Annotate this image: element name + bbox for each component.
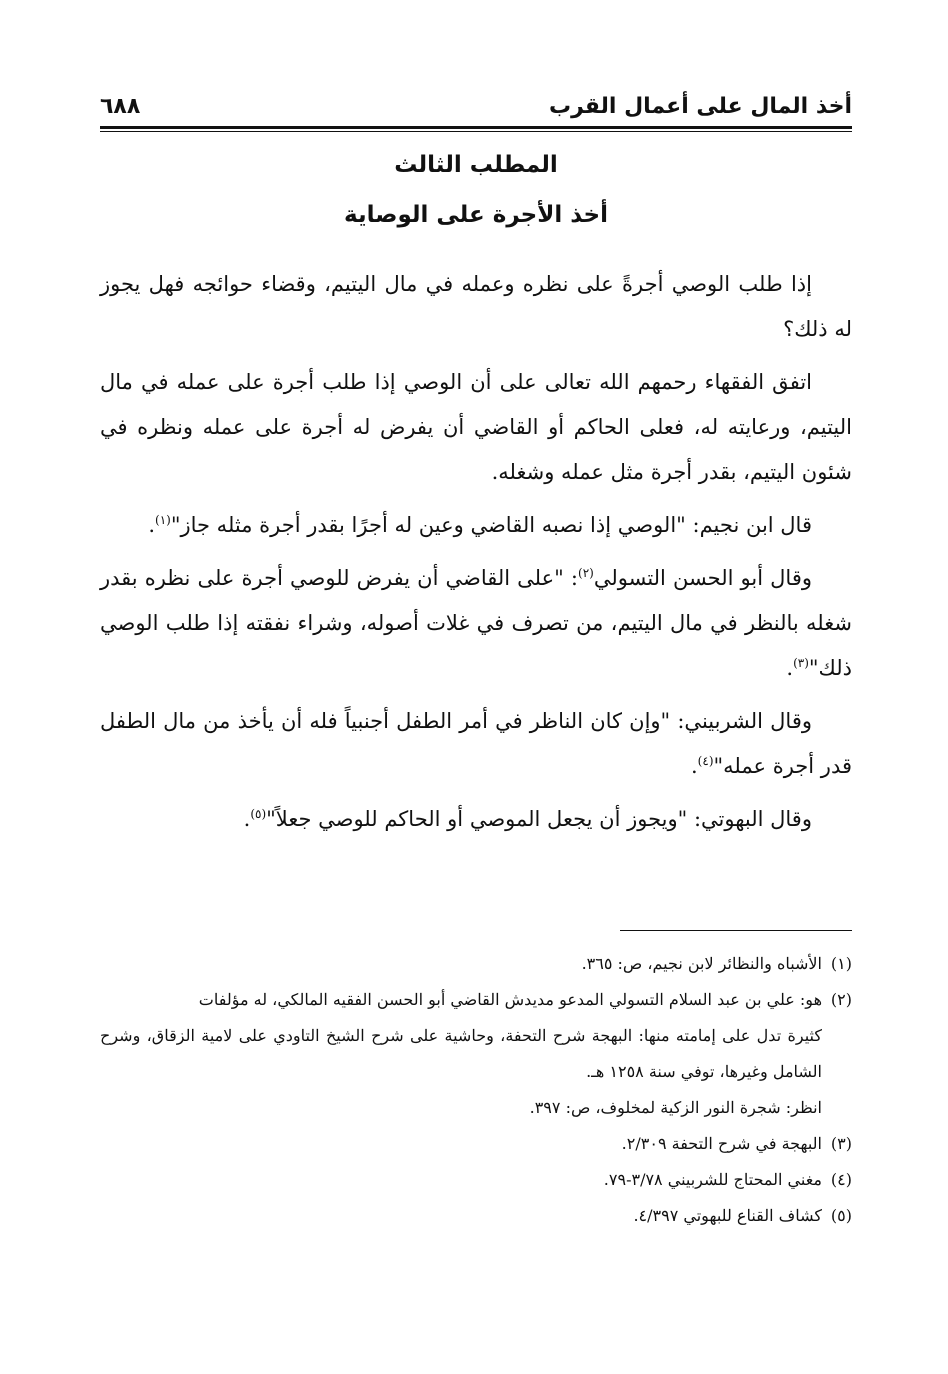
footnote-ref: (١) xyxy=(155,513,171,527)
paragraph-ibn-nujaym xyxy=(100,503,852,548)
footnote-number: (٥) xyxy=(830,1206,852,1225)
footnote-number: (١) xyxy=(830,954,852,973)
footnote-text: هو: علي بن عبد السلام التسولي المدعو مديدش القاضي أبو الحسن الفقيه المالكي، له مؤلفات xyxy=(198,990,822,1009)
footnote-1 xyxy=(100,946,852,982)
body-text xyxy=(100,262,852,850)
quote-text: قال ابن نجيم: "الوصي إذا نصبه القاضي وعين له أجرًا بقدر أجرة مثله جاز" xyxy=(170,513,812,537)
footnote-number: (٣) xyxy=(830,1134,852,1153)
period: . xyxy=(690,754,698,778)
page-number: ٦٨٨ xyxy=(100,93,141,119)
paragraph-consensus xyxy=(100,360,852,495)
quote-text: وقال البهوتي: "ويجوز أن يجعل الموصي أو الحاكم للوصي جعلاً" xyxy=(266,807,812,831)
footnote-ref: (٤) xyxy=(697,754,714,768)
footnote-ref: (٥) xyxy=(250,807,267,821)
paragraph-text: إذا طلب الوصي أجرةً على نظره وعمله في مال اليتيم، وقضاء حوائجه فهل يجوز له ذلك؟ xyxy=(100,272,852,341)
section-label: المطلب الثالث xyxy=(394,152,558,178)
footnote-text: الأشباه والنظائر لابن نجيم، ص: ٣٦٥. xyxy=(581,954,822,973)
footnote-4 xyxy=(100,1162,852,1198)
period: . xyxy=(148,513,155,537)
footnote-2-reference: انظر: شجرة النور الزكية لمخلوف، ص: ٣٩٧. xyxy=(529,1098,822,1117)
running-header xyxy=(100,88,852,124)
footnote-number: (٢) xyxy=(830,990,852,1009)
footnote-text: كشاف القناع للبهوتي ٤/٣٩٧. xyxy=(633,1206,822,1225)
header-rule xyxy=(100,126,852,132)
quote-text: وقال الشربيني: "وإن كان الناظر في أمر الطفل أجنبياً فله أن يأخذ من مال الطفل قدر أجرة عمله" xyxy=(100,709,852,778)
quote-text: : "على القاضي أن يفرض للوصي أجرة على نظره بقدر شغله بالنظر في مال اليتيم، من تصرف في غلات أصوله، وشراء نفقته إذا طلب الوصي ذلك" xyxy=(100,566,852,680)
paragraph-shirbini xyxy=(100,699,852,789)
footnote-text: مغني المحتاج للشربيني ٣/٧٨-٧٩. xyxy=(603,1170,822,1189)
running-title: أخذ المال على أعمال القرب xyxy=(548,93,852,119)
footnote-5 xyxy=(100,1198,852,1234)
footnote-ref: (٣) xyxy=(793,656,809,670)
paragraph-tasuli xyxy=(100,556,852,691)
paragraph-buhuti xyxy=(100,797,852,842)
footnote-number: (٤) xyxy=(830,1170,852,1189)
footnotes xyxy=(100,946,852,1234)
footnote-2 xyxy=(100,982,852,1018)
period: . xyxy=(786,656,794,680)
paragraph-text: اتفق الفقهاء رحمهم الله تعالى على أن الوصي إذا طلب أجرة على عمله في مال اليتيم، ورعايته له، فعلى الحاكم أو القاضي أن يفرض له أجرة على عمله ونظره في شئون اليتيم، بقدر أجرة مثل عمله وشغله. xyxy=(100,370,852,484)
paragraph-question xyxy=(100,262,852,352)
period: . xyxy=(243,807,251,831)
quote-intro: وقال أبو الحسن التسولي xyxy=(593,566,813,590)
footnote-2-continuation: كثيرة تدل على إمامته منها: البهجة شرح التحفة، وحاشية على شرح الشيخ التاودي على لامية الزقاق، وشرح الشامل وغيرها، توفي سنة ١٢٥٨ هـ. xyxy=(100,1026,822,1081)
footnote-text: البهجة في شرح التحفة ٢/٣٠٩. xyxy=(621,1134,822,1153)
footnote-3 xyxy=(100,1126,852,1162)
footnote-ref: (٢) xyxy=(578,566,594,580)
footnote-rule xyxy=(620,930,852,931)
section-title: أخذ الأجرة على الوصاية xyxy=(344,202,608,228)
